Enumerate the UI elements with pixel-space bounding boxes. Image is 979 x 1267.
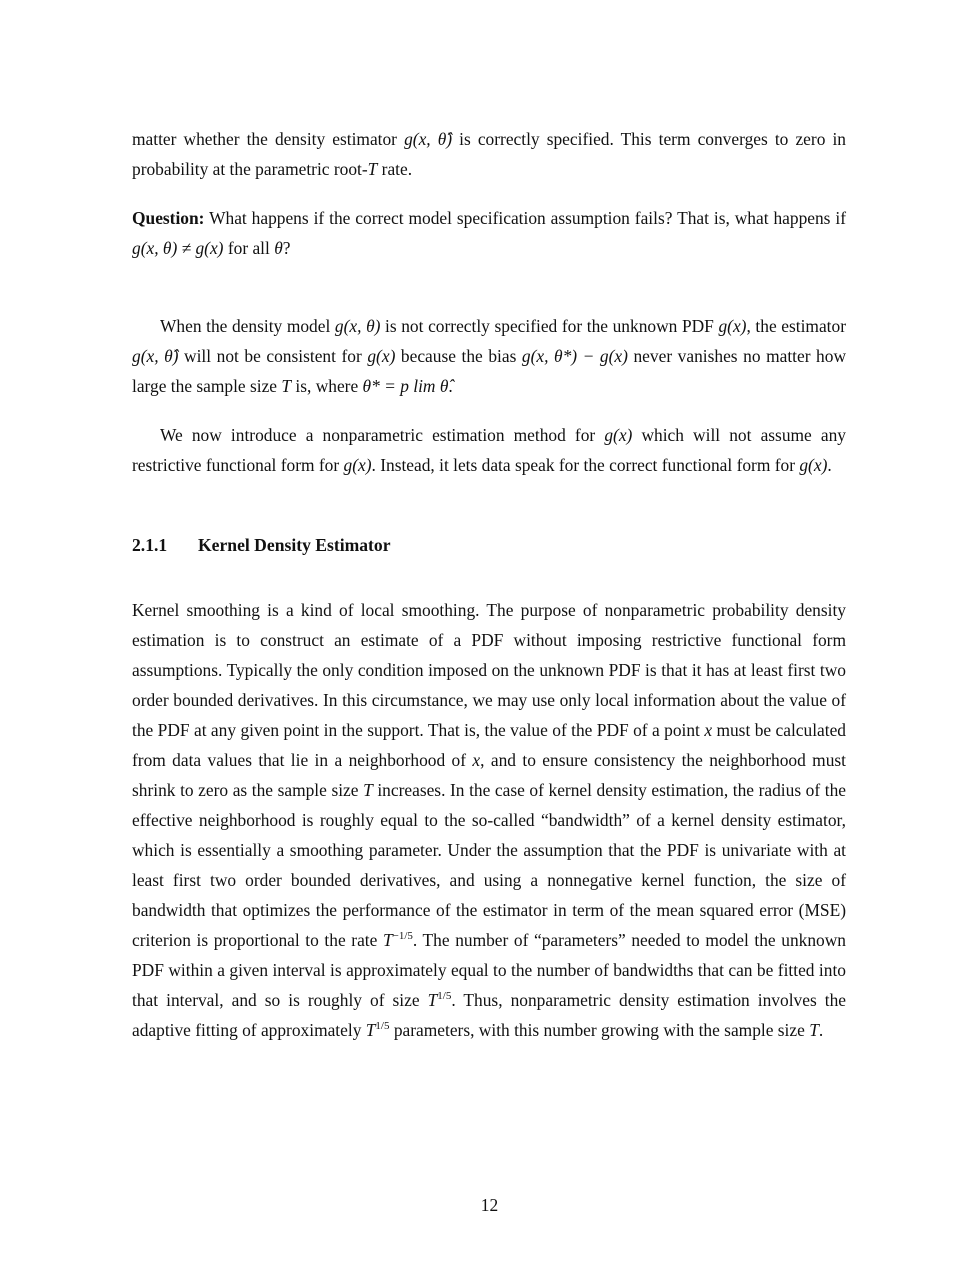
math-inline: T bbox=[281, 376, 292, 396]
math-superscript: −1/5 bbox=[392, 930, 413, 942]
text-run: because the bias bbox=[395, 346, 522, 366]
math-inline: θ* = p lim θ̂ bbox=[362, 376, 449, 396]
text-run: When the density model bbox=[160, 316, 335, 336]
math-inline: g(x, θ̂) bbox=[132, 346, 179, 366]
math-inline: g(x) bbox=[799, 455, 828, 475]
text-run: What happens if the correct model specification assumption fails? That is, what happens if bbox=[204, 208, 846, 228]
text-run: never vanishes no matter how large the sample size bbox=[132, 346, 847, 396]
math-inline: T bbox=[365, 1020, 376, 1040]
math-inline: x bbox=[704, 720, 713, 740]
math-inline: T bbox=[367, 159, 378, 179]
math-inline: g(x) bbox=[718, 316, 747, 336]
math-inline: T bbox=[809, 1020, 819, 1040]
text-run: increases. In the case of kernel density estimation, the radius of the effective neighborhood is roughly equal to the so-called “bandwidth” of a kernel density estimator, which is essentially a smoothing parameter. Under the assumption that the PDF is univariate with at least first two order bounded derivatives, and using a nonnegative kernel function, the size of bandwidth that optimizes the performance of the estimator in term of the mean squared error (MSE) criterion is proportional to the rate bbox=[132, 780, 846, 950]
paragraph-nonparametric-intro bbox=[132, 420, 846, 480]
text-run: ? bbox=[282, 238, 291, 258]
paragraph-continued bbox=[132, 124, 846, 184]
text-run: Kernel smoothing is a kind of local smoothing. The purpose of nonparametric probability density estimation is to construct an estimate of a PDF without imposing restrictive functional form assumptions. Typically the only condition imposed on the unknown PDF is that it has at least first two order bounded derivatives. In this circumstance, we may use only local information about the value of the PDF at any given point in the support. That is, the value of the PDF of a point bbox=[132, 600, 846, 740]
math-superscript: 1/5 bbox=[375, 1020, 390, 1032]
math-superscript: 1/5 bbox=[437, 990, 452, 1002]
text-run: must be calculated from data values that lie in a neighborhood of bbox=[132, 720, 846, 770]
page-number: 12 bbox=[480, 1195, 499, 1215]
math-inline: T bbox=[363, 780, 373, 800]
math-inline: g(x) bbox=[604, 425, 633, 445]
math-inline: g(x, θ*) − g(x) bbox=[521, 346, 628, 366]
text-run: is not correctly specified for the unknown PDF bbox=[380, 316, 719, 336]
paragraph-misspecification bbox=[132, 311, 846, 401]
math-inline: T bbox=[382, 930, 393, 950]
text-run: . Thus, nonparametric density estimation involves the adaptive fitting of approximately bbox=[132, 990, 846, 1040]
section-title: Kernel Density Estimator bbox=[198, 535, 391, 555]
math-inline: x bbox=[472, 750, 481, 770]
text-run: matter whether the density estimator bbox=[132, 129, 405, 149]
math-inline: g(x, θ) bbox=[334, 316, 381, 336]
question-label: Question: bbox=[132, 208, 205, 228]
text-run: . bbox=[818, 1020, 824, 1040]
paragraph-question bbox=[132, 203, 846, 263]
text-run: . The number of “parameters” needed to model the unknown PDF within a given interval is approximately equal to the number of bandwidths that can be fitted into that interval, and so is roughly of size bbox=[132, 930, 846, 1010]
text-run: for all bbox=[223, 238, 275, 258]
text-run: , and to ensure consistency the neighborhood must shrink to zero as the sample size bbox=[132, 750, 846, 800]
math-inline: g(x, θ) ≠ g(x) bbox=[132, 238, 224, 258]
math-inline: g(x) bbox=[343, 455, 372, 475]
paragraph-kernel-smoothing bbox=[132, 595, 846, 1045]
section-heading bbox=[132, 530, 846, 560]
text-run: We now introduce a nonparametric estimation method for bbox=[160, 425, 605, 445]
math-inline: T bbox=[427, 990, 438, 1010]
math-inline: g(x, θ̂) bbox=[404, 129, 453, 149]
math-inline: θ bbox=[274, 238, 283, 258]
section-number: 2.1.1 bbox=[132, 535, 168, 555]
text-run: will not be consistent for bbox=[178, 346, 368, 366]
math-inline: g(x) bbox=[367, 346, 396, 366]
text-run: . bbox=[448, 376, 453, 396]
text-run: parameters, with this number growing with the sample size bbox=[389, 1020, 810, 1040]
page-body bbox=[132, 124, 846, 1045]
text-run: is, where bbox=[291, 376, 363, 396]
text-run: is correctly specified. This term converges to zero in probability at the parametric root- bbox=[132, 129, 846, 179]
text-run: which will not assume any restrictive functional form for bbox=[132, 425, 846, 475]
text-run: , the estimator bbox=[746, 316, 846, 336]
text-run: . bbox=[827, 455, 832, 475]
text-run: rate. bbox=[377, 159, 413, 179]
text-run: . Instead, it lets data speak for the correct functional form for bbox=[371, 455, 800, 475]
